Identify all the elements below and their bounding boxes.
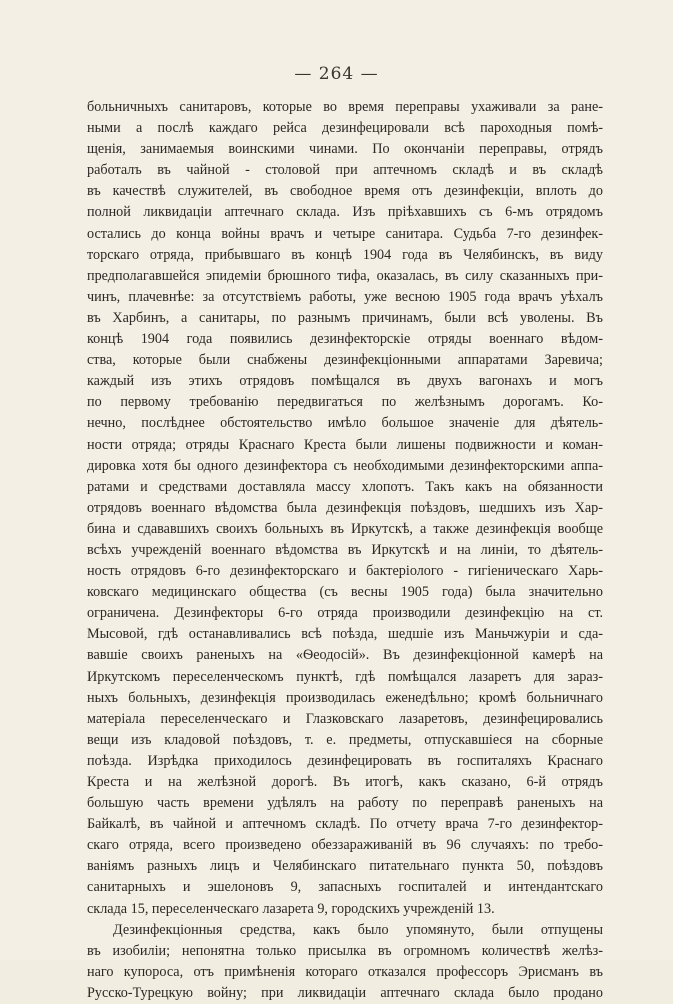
body-text: [87, 97, 603, 1004]
text-line: бина и сдававшихъ своихъ больныхъ въ Иркутскѣ, а также дезинфекція вообще: [87, 520, 603, 537]
text-line: дировка хотя бы одного дезинфектора съ необходимыми дезинфекторскими аппа-: [87, 457, 603, 474]
text-line: Байкалѣ, въ чайной и аптечномъ складѣ. По отчету врача 7-го дезинфектор-: [87, 816, 603, 833]
text-line: въ Харбинъ, а санитары, по разнымъ причинамъ, были всѣ уволены. Въ: [87, 309, 603, 326]
text-line: ваніямъ разныхъ лицъ и Челябинскаго питательнаго пункта 50, поѣздовъ: [87, 858, 603, 875]
text-line: наго купороса, отъ примѣненія котораго отказался профессоръ Эрисманъ въ: [87, 963, 603, 980]
text-line: работалъ въ чайной - столовой при аптечномъ складѣ и въ складѣ: [87, 162, 603, 179]
text-line: ковскаго медицинскаго общества (съ весны 1905 года) была значительно: [87, 584, 603, 601]
text-line: Мысовой, гдѣ останавливались всѣ поѣзда, шедшіе изъ Маньчжуріи и сда-: [87, 626, 603, 643]
text-line: вещи изъ кладовой поѣздовъ, т. е. предметы, отпускавшіеся на сборные: [87, 731, 603, 748]
text-line: склада 15, переселенческаго лазарета 9, городскихъ учрежденій 13.: [87, 900, 495, 917]
text-line: ства, которые были снабжены дезинфекціонными аппаратами Заревича;: [87, 352, 603, 369]
text-line: предполагавшейся эпидеміи брюшного тифа, оказалась, въ силу сказанныхъ при-: [87, 267, 603, 284]
text-line: нечно, послѣднее обстоятельство имѣло большое значеніе для дѣятель-: [87, 415, 603, 432]
text-line: Русско-Турецкую войну; при ликвидаціи аптечнаго склада было продано: [87, 984, 603, 1001]
text-line: Креста и на желѣзной дорогѣ. Въ итогѣ, какъ сказано, 6-й отрядъ: [87, 774, 603, 790]
text-line: ность отрядовъ 6-го дезинфекторскаго и бактеріолого - гигіеническаго Харь-: [87, 563, 603, 580]
text-line: чинъ, плачевнѣе: за отсутствіемъ работы, уже весною 1905 года врачъ уѣхалъ: [87, 288, 603, 305]
text-line: санитарныхъ и эшелоновъ 9, запасныхъ госпиталей и интендантскаго: [87, 879, 603, 896]
text-line: въ качествѣ служителей, въ свободное время отъ дезинфекціи, вплоть до: [87, 183, 603, 200]
text-line: въ изобиліи; непонятна только присылка въ огромномъ количествѣ желѣз-: [87, 942, 603, 959]
text-line: по первому требованію передвигаться по желѣзнымъ дорогамъ. Ко-: [87, 394, 603, 411]
text-line: остались до конца войны врачъ и четыре санитара. Судьба 7-го дезинфек-: [87, 225, 603, 242]
page-number: — 264 —: [294, 64, 379, 84]
text-line: каждый изъ этихъ отрядовъ помѣщался въ двухъ вагонахъ и могъ: [87, 373, 603, 390]
text-line: Иркутскомъ переселенческомъ пунктѣ, гдѣ помѣщался лазаретъ для зараз-: [87, 668, 603, 685]
text-line: всѣхъ учрежденій военнаго вѣдомства въ Иркутскѣ и на линіи, то дѣятель-: [87, 541, 603, 558]
text-line: щенія, занимаемыя воинскими чинами. По окончаніи переправы, отрядъ: [87, 141, 603, 158]
text-line: вавшіе своихъ раненыхъ на «Ѳеодосій». Въ дезинфекціонной камерѣ на: [87, 647, 603, 664]
text-line: торскаго отряда, прибывшаго въ концѣ 1904 года въ Челябинскъ, въ виду: [87, 246, 603, 263]
text-line: большую часть времени удѣлялъ на работу по переправѣ раненыхъ на: [87, 795, 603, 812]
paragraph: [87, 97, 603, 920]
text-line: матеріала переселенческаго и Глазковскаго лазаретовъ, дезинфецировались: [87, 710, 603, 727]
text-line: больничныхъ санитаровъ, которые во время переправы ухаживали за ране-: [87, 99, 603, 115]
text-line: концѣ 1904 года появились дезинфекторскіе отряды военнаго вѣдом-: [87, 331, 603, 348]
text-line: полной ликвидаціи аптечнаго склада. Изъ пріѣхавшихъ съ 6-мъ отрядомъ: [87, 204, 603, 221]
paragraph: [87, 920, 603, 1004]
text-line: ограничена. Дезинфекторы 6-го отряда производили дезинфекцію на ст.: [87, 605, 603, 622]
text-line: отрядовъ военнаго вѣдомства была дезинфекція поѣздовъ, шедшихъ изъ Хар-: [87, 499, 603, 516]
text-line: ратами и средствами доставляла массу хлопотъ. Такъ какъ на обязанности: [87, 478, 603, 495]
text-line: ности отряда; отряды Краснаго Креста были лишены подвижности и коман-: [87, 436, 603, 453]
text-line: ныхъ больныхъ, дезинфекція производилась еженедѣльно; кромѣ больничнаго: [87, 689, 603, 706]
text-line: поѣзда. Изрѣдка приходилось дезинфецировать въ госпиталяхъ Краснаго: [87, 752, 603, 769]
text-line: ными а послѣ каждаго рейса дезинфецировали всѣ пароходныя помѣ-: [87, 120, 603, 137]
text-line: Дезинфекціонныя средства, какъ было упомянуто, были отпущены: [113, 921, 603, 938]
text-line: скаго отряда, всего произведено обеззараживаній въ 96 случаяхъ: по требо-: [87, 837, 603, 854]
